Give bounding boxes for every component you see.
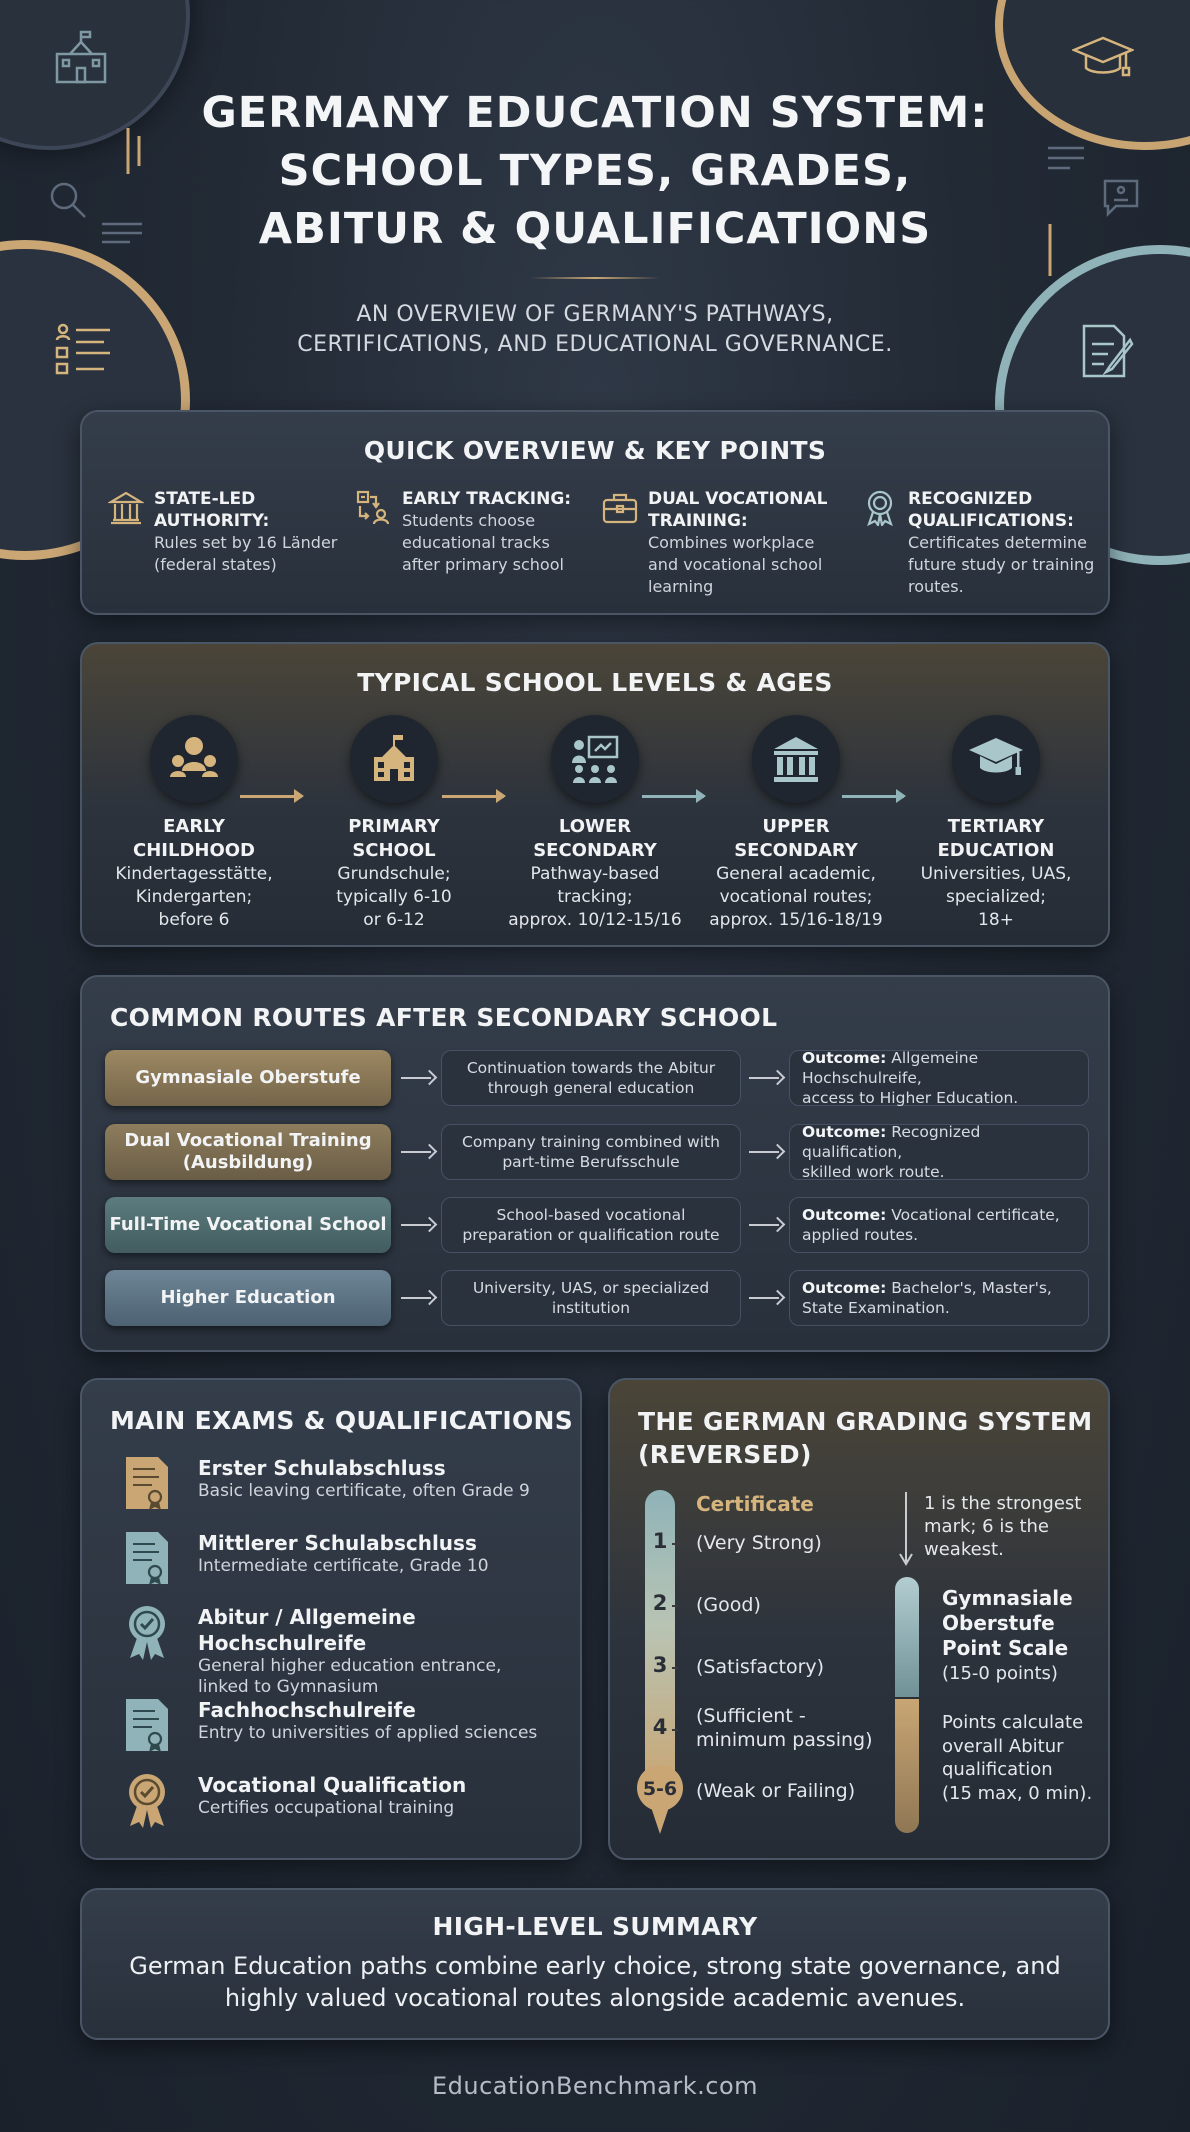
route-outcome-line: State Examination. [802, 1299, 950, 1317]
level-upper-secondary [706, 715, 886, 932]
search-icon [48, 180, 88, 220]
subtitle-line: AN OVERVIEW OF GERMANY'S PATHWAYS, [356, 302, 834, 327]
point-scale-note [942, 1711, 1092, 1805]
grading-heading-line: (REVERSED) [638, 1440, 812, 1469]
overview-item-text: learning [648, 577, 714, 596]
route-outcome [789, 1050, 1089, 1106]
point-note-line: (15 max, 0 min). [942, 1782, 1093, 1804]
overview-item-text: after primary school [402, 555, 564, 574]
route-arrow [749, 1297, 779, 1299]
grade-number: 3 [652, 1653, 668, 1677]
page-subtitle [200, 300, 990, 360]
level-title: SECONDARY [533, 840, 657, 861]
route-arrow [401, 1297, 431, 1299]
overview-item-text: Certificates determine [908, 533, 1087, 552]
grade-label: (Very Strong) [696, 1532, 822, 1554]
route-row [105, 1197, 1085, 1255]
exam-item [122, 1530, 562, 1577]
grading-note-line: weakest. [924, 1539, 1004, 1560]
point-note-line: overall Abitur [942, 1735, 1064, 1757]
route-outcome [789, 1197, 1089, 1253]
outcome-prefix: Outcome: [802, 1049, 887, 1067]
route-description-line: Company training combined with [462, 1133, 720, 1151]
outcome-prefix: Outcome: [802, 1123, 887, 1141]
route-row [105, 1270, 1085, 1328]
seal-badge-icon [122, 1772, 172, 1828]
route-outcome-line: Recognized qualification, [802, 1123, 981, 1161]
route-arrow [749, 1077, 779, 1079]
overview-item-text: and vocational school [648, 555, 823, 574]
level-text: approx. 15/16-18/19 [709, 910, 883, 930]
point-scale-title [942, 1586, 1073, 1661]
overview-item-text: Students choose [402, 511, 536, 530]
seal-badge-icon [122, 1604, 172, 1660]
level-primary-school [304, 715, 484, 932]
level-text: Kindertagesstätte, [115, 864, 273, 884]
school-house-icon [52, 28, 110, 86]
route-description-line: institution [551, 1299, 631, 1317]
point-note-line: Points calculate [942, 1712, 1084, 1733]
award-badge-icon [862, 490, 898, 526]
overview-item-text: future study or training [908, 555, 1095, 574]
route-description-line: Continuation towards the Abitur [466, 1059, 716, 1077]
route-description-line: part-time Berufsschule [502, 1153, 680, 1171]
overview-item-text: Rules set by 16 Länder [154, 533, 338, 552]
exam-text: Entry to universities of applied sciences [198, 1723, 538, 1743]
route-arrow [749, 1151, 779, 1153]
route-outcome-line: skilled work route. [802, 1163, 945, 1181]
document-edit-icon [1080, 322, 1136, 380]
scale-title: Certificate [696, 1492, 814, 1516]
route-description [441, 1124, 741, 1180]
summary-text-line: German Education paths combine early choice, strong state governance, and [129, 1952, 1061, 1980]
down-arrow-icon [898, 1490, 914, 1568]
exam-title: Abitur / Allgemeine Hochschulreife [198, 1605, 416, 1655]
level-text: before 6 [158, 910, 230, 930]
grade-number: 5-6 [642, 1778, 678, 1800]
school-building-icon [350, 715, 438, 803]
exam-item [122, 1697, 562, 1744]
route-outcome [789, 1124, 1089, 1180]
exam-text: linked to Gymnasium [198, 1677, 379, 1697]
point-scale-title-line: Gymnasiale [942, 1586, 1073, 1610]
level-title: LOWER [558, 816, 632, 837]
route-label [105, 1050, 391, 1106]
route-description-line: School-based vocational [496, 1206, 686, 1224]
overview-item-text: (federal states) [154, 555, 277, 574]
graduation-cap-icon [1072, 34, 1134, 84]
exam-title: Vocational Qualification [198, 1773, 467, 1797]
route-description [441, 1270, 741, 1326]
exam-text: Basic leaving certificate, often Grade 9 [198, 1481, 530, 1501]
certificate-icon [122, 1530, 172, 1586]
route-outcome-line: applied routes. [802, 1226, 919, 1244]
overview-item-dual-vocational [602, 488, 842, 598]
exam-title: Erster Schulabschluss [198, 1456, 446, 1480]
grade-number: 2 [652, 1591, 668, 1615]
grade-label [696, 1704, 873, 1752]
level-arrow [842, 795, 904, 798]
grade-label: (Good) [696, 1594, 761, 1616]
overview-item-text: educational tracks [402, 533, 550, 552]
route-label-line: Gymnasiale Oberstufe [135, 1067, 361, 1088]
summary-heading: HIGH-LEVEL SUMMARY [432, 1912, 758, 1941]
level-early-childhood [104, 715, 284, 932]
exam-item [122, 1772, 562, 1819]
point-scale-range: (15-0 points) [942, 1663, 1058, 1684]
children-icon [150, 715, 238, 803]
level-title: UPPER [762, 816, 830, 837]
point-scale-title-line: Point Scale [942, 1636, 1069, 1660]
subtitle-line: CERTIFICATIONS, AND EDUCATIONAL GOVERNANCE. [297, 332, 893, 357]
level-text: Grundschule; [337, 864, 451, 884]
exam-text: Certifies occupational training [198, 1798, 455, 1818]
overview-heading: QUICK OVERVIEW & KEY POINTS [363, 436, 827, 465]
route-description [441, 1197, 741, 1253]
certificate-icon [122, 1697, 172, 1753]
level-title: SCHOOL [352, 840, 436, 861]
level-text: 18+ [978, 910, 1014, 930]
level-title: PRIMARY [348, 816, 440, 837]
level-text: or 6-12 [363, 910, 425, 930]
routes-heading: COMMON ROUTES AFTER SECONDARY SCHOOL [110, 1003, 778, 1032]
summary-text-line: highly valued vocational routes alongside academic avenues. [224, 1984, 966, 2012]
title-line: SCHOOL TYPES, GRADES, [278, 146, 912, 196]
route-arrow [401, 1151, 431, 1153]
grading-note-line: 1 is the strongest [924, 1493, 1082, 1514]
exam-item [122, 1455, 562, 1502]
route-arrow [401, 1224, 431, 1226]
grade-label-line: minimum passing) [696, 1729, 873, 1751]
route-outcome-line: Vocational certificate, [891, 1206, 1060, 1224]
route-arrow [749, 1224, 779, 1226]
route-label-line: Full-Time Vocational School [109, 1214, 387, 1235]
route-description-line: University, UAS, or specialized [472, 1279, 710, 1297]
level-text: specialized; [946, 887, 1046, 907]
route-row [105, 1124, 1085, 1182]
chat-bubble-icon [1102, 178, 1140, 218]
exam-text: Intermediate certificate, Grade 10 [198, 1556, 489, 1576]
level-text: General academic, [716, 864, 876, 884]
level-title: SECONDARY [734, 840, 858, 861]
outcome-prefix: Outcome: [802, 1206, 887, 1224]
level-text: vocational routes; [719, 887, 873, 907]
point-note-line: qualification [942, 1759, 1053, 1780]
route-row [105, 1050, 1085, 1108]
level-title: EARLY [163, 816, 225, 837]
overview-item-title: TRAINING: [648, 511, 748, 531]
outcome-prefix: Outcome: [802, 1279, 887, 1297]
overview-item-text: Combines workplace [648, 533, 815, 552]
overview-item-state-authority [108, 488, 348, 576]
exam-item [122, 1604, 562, 1698]
level-arrow [642, 795, 704, 798]
route-label [105, 1270, 391, 1326]
overview-item-title: AUTHORITY: [154, 511, 270, 531]
classroom-icon [551, 715, 639, 803]
level-lower-secondary [505, 715, 685, 932]
route-outcome-line: Bachelor's, Master's, [891, 1279, 1052, 1297]
route-label [105, 1197, 391, 1253]
level-tertiary-education [906, 715, 1086, 932]
overview-item-text: routes. [908, 577, 964, 596]
grade-number: 1 [652, 1529, 668, 1553]
title-line: ABITUR & QUALIFICATIONS [258, 204, 932, 254]
route-label-line: Higher Education [160, 1287, 336, 1308]
overview-item-recognized-qualifications [862, 488, 1102, 598]
level-text: typically 6-10 [336, 887, 452, 907]
route-description-line: through general education [487, 1079, 695, 1097]
grading-heading [638, 1405, 1092, 1471]
level-text: approx. 10/12-15/16 [508, 910, 682, 930]
point-scale-bar [892, 1574, 922, 1836]
overview-item-early-tracking [356, 488, 596, 576]
graduation-cap-icon [952, 715, 1040, 803]
exam-text: General higher education entrance, [198, 1656, 502, 1676]
page-title [120, 84, 1070, 258]
exam-title: Mittlerer Schulabschluss [198, 1531, 477, 1555]
route-arrow [401, 1077, 431, 1079]
footer-site-name: EducationBenchmark.com [431, 2072, 759, 2100]
level-text: tracking; [557, 887, 633, 907]
certificate-icon [122, 1455, 172, 1511]
route-outcome-line: Allgemeine Hochschulreife, [802, 1049, 979, 1087]
overview-item-title: EARLY TRACKING: [402, 489, 572, 509]
grade-label: (Weak or Failing) [696, 1780, 856, 1802]
title-divider [530, 277, 660, 279]
level-title: EDUCATION [937, 840, 1055, 861]
level-title: TERTIARY [947, 816, 1045, 837]
exam-title: Fachhochschulreife [198, 1698, 416, 1722]
summary-text [120, 1950, 1070, 2014]
grading-note-line: mark; 6 is the [924, 1516, 1049, 1537]
route-description-line: preparation or qualification route [462, 1226, 720, 1244]
overview-item-title: DUAL VOCATIONAL [648, 489, 828, 509]
route-description [441, 1050, 741, 1106]
route-label-line: Dual Vocational Training [124, 1130, 372, 1151]
pathway-tracking-icon [356, 490, 392, 526]
grade-number: 4 [652, 1715, 668, 1739]
government-building-icon [108, 490, 144, 526]
overview-item-title: QUALIFICATIONS: [908, 511, 1074, 531]
grading-heading-line: THE GERMAN GRADING SYSTEM [638, 1407, 1093, 1436]
point-scale-title-line: Oberstufe [942, 1611, 1055, 1635]
checklist-icon [54, 322, 114, 378]
level-text: Pathway-based [530, 864, 660, 884]
grading-note [924, 1492, 1081, 1561]
route-outcome [789, 1270, 1089, 1326]
briefcase-icon [602, 490, 638, 526]
overview-item-title: RECOGNIZED [908, 489, 1033, 509]
levels-heading: TYPICAL SCHOOL LEVELS & AGES [357, 668, 833, 697]
level-text: Universities, UAS, [920, 864, 1072, 884]
title-line: GERMANY EDUCATION SYSTEM: [201, 88, 989, 138]
overview-item-title: STATE-LED [154, 489, 256, 509]
route-label [105, 1124, 391, 1180]
level-text: Kindergarten; [135, 887, 253, 907]
route-outcome-line: access to Higher Education. [802, 1089, 1019, 1107]
level-arrow [240, 795, 302, 798]
exams-heading: MAIN EXAMS & QUALIFICATIONS [110, 1406, 574, 1435]
grade-label: (Satisfactory) [696, 1656, 825, 1678]
route-label-line: (Ausbildung) [182, 1152, 314, 1173]
grade-label-line: (Sufficient - [696, 1705, 806, 1727]
upper-school-icon [752, 715, 840, 803]
level-title: CHILDHOOD [133, 840, 255, 861]
level-arrow [442, 795, 504, 798]
